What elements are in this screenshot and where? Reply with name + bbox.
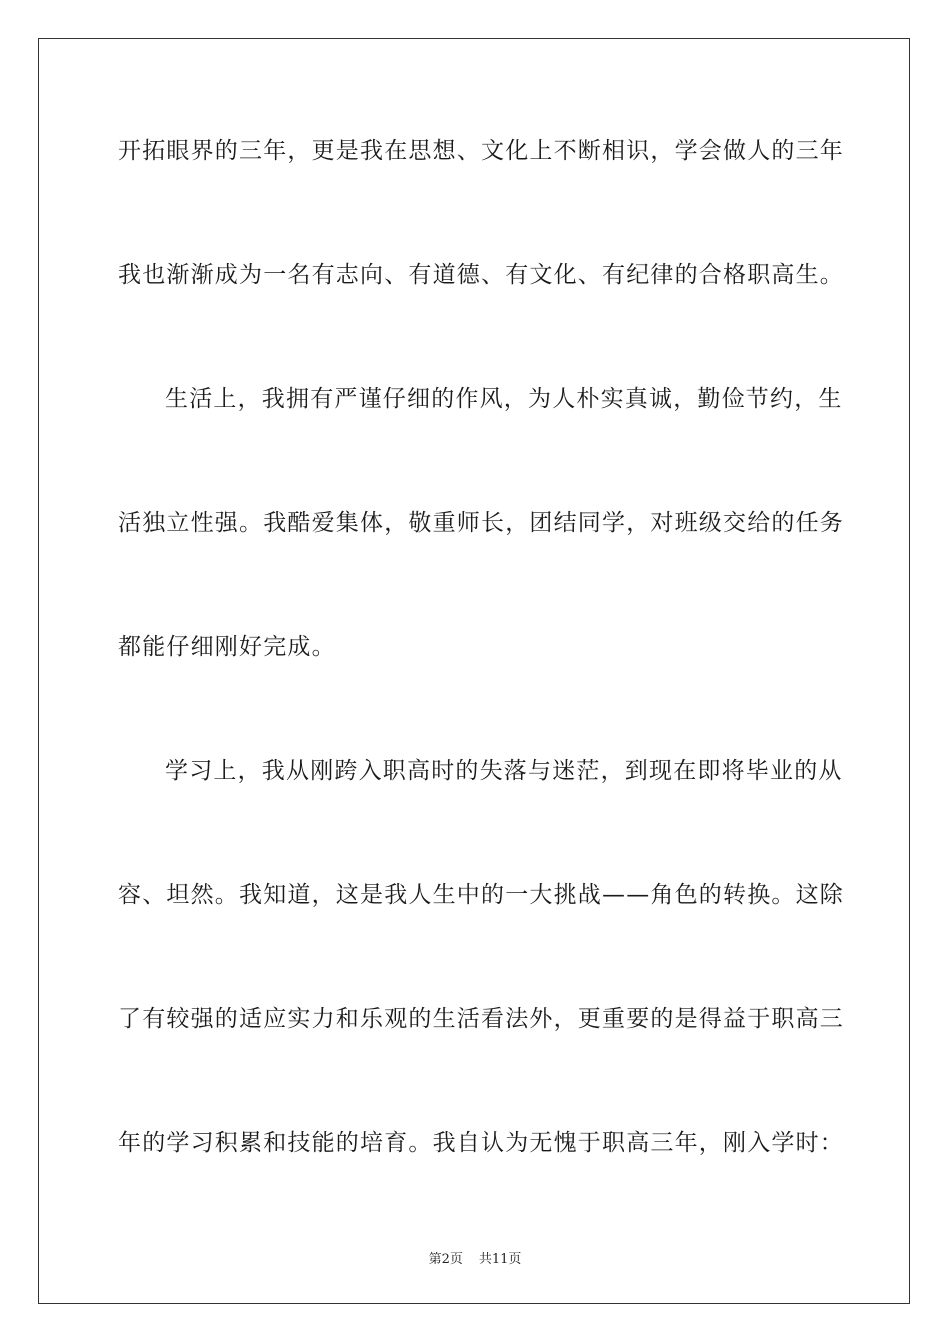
- body-text-line: 开拓眼界的三年，更是我在思想、文化上不断相识，学会做人的三年: [118, 138, 844, 164]
- page-frame: [38, 38, 910, 1304]
- body-text-line: 容、坦然。我知道，这是我人生中的一大挑战——角色的转换。这除: [118, 882, 844, 908]
- paragraph-start-line: 学习上，我从刚跨入职高时的失落与迷茫，到现在即将毕业的从: [165, 758, 843, 784]
- body-text-line: 年的学习积累和技能的培育。我自认为无愧于职高三年，刚入学时：: [118, 1130, 844, 1156]
- page-footer: [0, 1248, 950, 1267]
- body-text-line: 都能仔细刚好完成。: [118, 634, 336, 660]
- body-text-line: 我也渐渐成为一名有志向、有道德、有文化、有纪律的合格职高生。: [118, 262, 844, 288]
- body-text-line: 活独立性强。我酷爱集体，敬重师长，团结同学，对班级交给的任务: [118, 510, 844, 536]
- page-number: 第2页: [428, 1252, 463, 1267]
- paragraph-start-line: 生活上，我拥有严谨仔细的作风，为人朴实真诚，勤俭节约，生: [165, 386, 843, 412]
- body-text-line: 了有较强的适应实力和乐观的生活看法外，更重要的是得益于职高三: [118, 1006, 844, 1032]
- page-total: 共11页: [478, 1252, 522, 1267]
